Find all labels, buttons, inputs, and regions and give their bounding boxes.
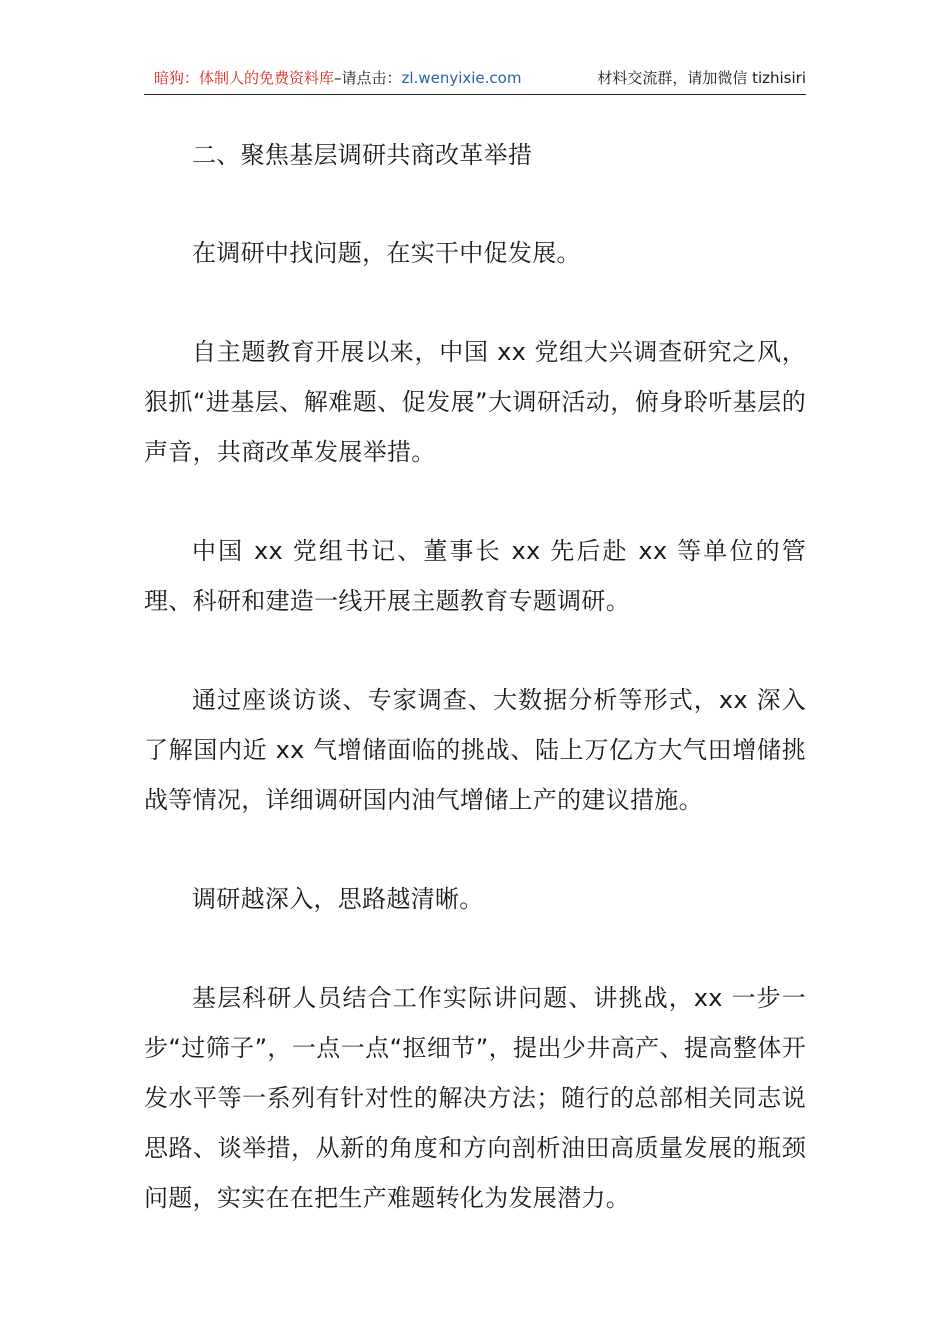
paragraph-6: 基层科研人员结合工作实际讲问题、讲挑战，xx 一步一步“过筛子”，一点一点“抠细节”，提出少井高产、提高整体开发水平等一系列有针对性的解决方法；随行的总部相关同志说思路、谈举措，从新的角度和方向剖析油田高质量发展的瓶颈问题，实实在在把生产难题转化为发展潜力。 [144, 984, 806, 1212]
section-heading: 二、聚焦基层调研共商改革举措 [192, 141, 533, 169]
header-brand: 暗狗：体制人的免费资料库 [154, 69, 335, 87]
paragraph-3: 中国 xx 党组书记、董事长 xx 先后赴 xx 等单位的管理、科研和建造一线开展主题教育专题调研。 [144, 537, 806, 615]
header-contact: 材料交流群，请加微信 tizhisiri [597, 69, 806, 87]
document-body [144, 130, 806, 1272]
page-header [144, 68, 806, 95]
paragraph-2: 自主题教育开展以来，中国 xx 党组大兴调查研究之风，狠抓“进基层、解难题、促发展”大调研活动，俯身聆听基层的声音，共商改革发展举措。 [144, 338, 806, 466]
header-url-link[interactable]: zl.wenyixie.com [401, 69, 522, 87]
paragraph-4: 通过座谈访谈、专家调查、大数据分析等形式，xx 深入了解国内近 xx 气增储面临的挑战、陆上万亿方大气田增储挑战等情况，详细调研国内油气增储上产的建议措施。 [144, 686, 806, 814]
header-prompt: –请点击： [334, 69, 402, 87]
paragraph-5: 调研越深入，思路越清晰。 [192, 885, 484, 913]
paragraph-1: 在调研中找问题，在实干中促发展。 [192, 239, 581, 267]
